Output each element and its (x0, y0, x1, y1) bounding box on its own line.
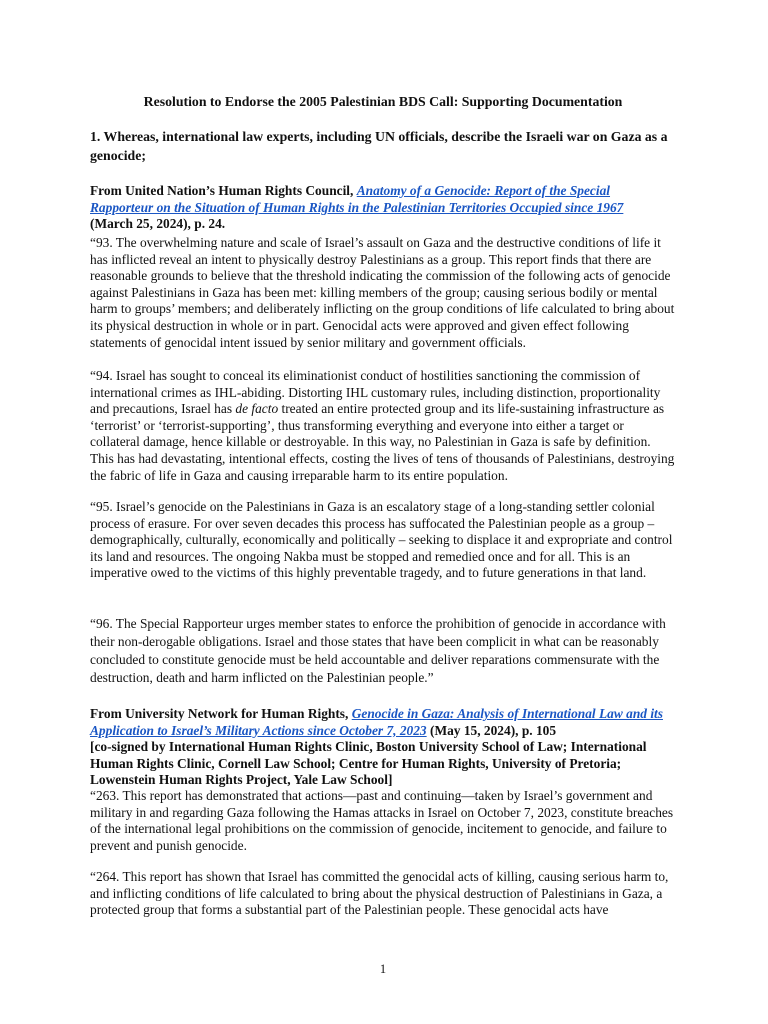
link-anatomy-of-a-genocide[interactable]: Anatomy of a Genocide: Report of the Special Rapporteur on the Situation of Human Rights in the Palestinian Territories Occupied since 1967 (90, 183, 624, 215)
source-unhr (90, 706, 676, 789)
quote-paragraph-94 (90, 368, 676, 484)
paragraph-94-italic: de facto (235, 401, 279, 417)
quote-paragraph-263 (90, 788, 676, 854)
page-number: 1 (379, 962, 387, 976)
paragraph-94-after: treated an entire protected group and its life-sustaining infrastructure as ‘terrorist’ or ‘terrorist-supporting’, thus transforming everything and everyone into either a target or collateral damage, hence killable or destroyable. In this way, no Palestinian in Gaza is safe by definition. This has had devastating, intentional effects, costing the lives of tens of thousands of Palestinians, destroying the fabric of life in Gaza and causing irreparable harm to its entire population. (90, 401, 675, 483)
source-unhr-cosigners: [co-signed by International Human Rights Clinic, Boston University School of Law; International Human Rights Clinic, Cornell Law School; Centre for Human Rights, University of Pretoria; Lowenstein Human Rights Project, Yale Law School] (90, 739, 647, 788)
quote-paragraph-93 (90, 235, 676, 351)
paragraph-263-text: “263. This report has demonstrated that actions—past and continuing—taken by Israel’s government and military in and regarding Gaza following the Hamas attacks in Israel on October 7, 2023, constitute breaches of the international legal prohibitions on the commission of genocide, incitement to genocide, and failure to prevent and punish genocide. (90, 788, 674, 853)
source-unhr-date: (May 15, 2024), p. 105 (426, 722, 557, 738)
document-title: Resolution to Endorse the 2005 Palestinian BDS Call: Supporting Documentation (143, 94, 623, 109)
quote-paragraph-264 (90, 869, 676, 919)
paragraph-96-text: “96. The Special Rapporteur urges member states to enforce the prohibition of genocide in accordance with their non-derogable obligations. Israel and those states that have been complicit in what can be reasonably concluded to constitute genocide must be held accountable and deliver reparations commensurate with the destruction, death and harm inflicted on the Palestinian people.” (90, 616, 666, 685)
paragraph-93-text: “93. The overwhelming nature and scale of Israel’s assault on Gaza and the destructive conditions of life it has inflicted reveal an intent to physically destroy Palestinians as a group. This report finds that there are reasonable grounds to believe that the threshold indicating the commission of the following acts of genocide against Palestinians in Gaza has been met: killing members of the group; causing serious bodily or mental harm to groups’ members; and deliberately inflicting on the group conditions of life calculated to bring about its physical destruction in whole or in part. Genocidal acts were approved and given effect following statements of genocidal intent issued by senior military and government officials. (90, 235, 675, 350)
paragraph-95-text: “95. Israel’s genocide on the Palestinians in Gaza is an escalatory stage of a long-standing settler colonial process of erasure. For over seven decades this process has suffocated the Palestinian people as a group – demographically, culturally, economically and politically – seeking to displace it and expropriate and control its land and resources. The ongoing Nakba must be stopped and remedied once and for all. This is an imperative owed to the victims of this highly preventable tragedy, and to future generations in that land. (90, 499, 673, 581)
link-genocide-in-gaza[interactable]: Genocide in Gaza: Analysis of International Law and its Application to Israel’s Military Actions since October 7, 2023 (90, 706, 663, 738)
whereas-clause-1: 1. Whereas, international law experts, including UN officials, describe the Israeli war on Gaza as a genocide; (90, 129, 668, 163)
quote-paragraph-96 (90, 615, 676, 687)
paragraph-94-before: “94. Israel has sought to conceal its eliminationist conduct of hostilities sanctioning the commission of international crimes as IHL-abiding. Distorting IHL customary rules, including distinction, proportionality and precautions, Israel has (90, 368, 661, 417)
quote-paragraph-95 (90, 499, 676, 582)
source-un-prefix: From United Nation’s Human Rights Council, (90, 183, 357, 198)
source-unhr-prefix: From University Network for Human Rights, (90, 706, 352, 721)
paragraph-264-text: “264. This report has shown that Israel has committed the genocidal acts of killing, causing serious harm to, and inflicting conditions of life calculated to bring about the physical destruction of Palestinians in Gaza, a protected group that forms a substantial part of the Palestinian people. These genocidal acts have (90, 869, 669, 918)
source-un-date: (March 25, 2024), p. 24. (90, 216, 226, 232)
source-un-hrc (90, 183, 676, 233)
